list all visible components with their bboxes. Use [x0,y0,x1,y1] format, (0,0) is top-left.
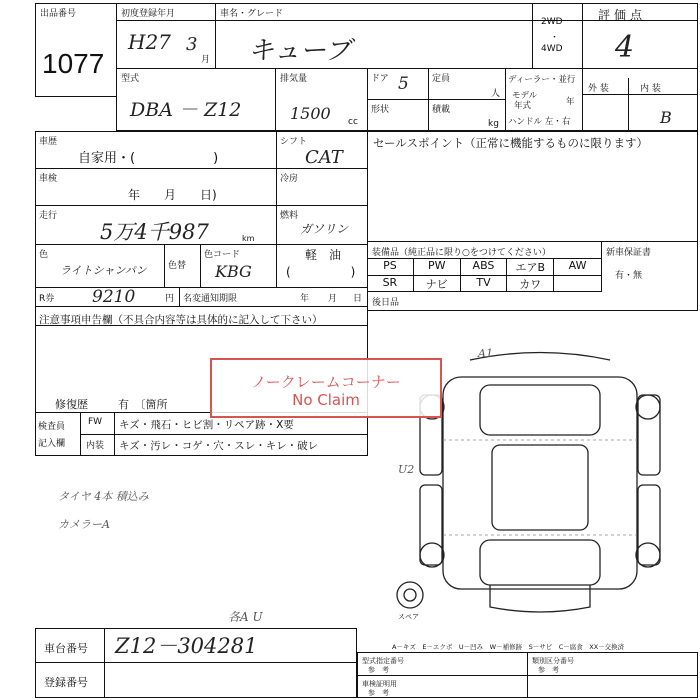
grade-label: 評価点 [598,8,647,22]
fuel-diesel: 軽 油 [305,248,342,262]
fw-value: キズ・飛石・ヒビ割・リペア跡・X要 [119,419,294,431]
vehicle-cert-label: 車検証明用 [362,680,397,688]
memo-line2: カメラーA [58,518,110,531]
color-code-value: KBG [215,262,252,281]
repair-value: 有 〔箇所 [118,398,168,411]
entry-label: 記入欄 [38,439,66,449]
reg-label: 登録番号 [44,676,88,689]
model-label: 型式 [121,74,140,84]
equipment-grid [367,258,601,292]
capacity-label: 定員 [432,74,451,84]
first-reg-month: 3 [186,34,198,55]
mileage-value: 5万4千987 [100,220,209,244]
dealer-label: ディーラー・並行 [508,75,576,85]
equipment-blank [554,276,601,292]
diagram-note-bottom: 各A U [228,610,263,624]
model-year-sub: 年式 [514,101,532,111]
history-label: 車歴 [39,137,58,147]
aircon-label: 冷房 [280,174,299,184]
chassis-value: Z12－304281 [115,634,258,658]
equipment-abs: ABS [461,259,508,276]
doors-label: ドア [371,74,389,84]
shape-label: 形状 [371,105,390,115]
color-label: 色 [39,250,49,260]
interior-grade-value: B [660,108,672,127]
lot-number: 1077 [42,48,105,79]
recycle-label: R券 [39,294,55,304]
lot-label: 出品番号 [40,9,77,19]
first-reg-label: 初度登録年月 [121,9,176,19]
inspector-label: 検査員 [38,422,66,432]
fuel-gas: ガソリン [300,222,349,236]
vehicle-cert-sub: 参 考 [368,689,389,697]
equipment-airbag: エアB [507,259,554,276]
after-label: 後日品 [372,298,400,308]
no-claim-stamp [210,358,442,418]
capacity-unit: 人 [491,89,501,99]
recycle-value: 9210 [92,287,136,307]
warranty-value: 有・無 [615,271,643,281]
interior-grade-label: 内 装 [640,84,661,94]
stamp-line2: No Claim [292,391,360,409]
first-reg-month-unit: 月 [201,55,211,65]
color-change-label: 色替 [168,261,187,271]
recycle-unit: 円 [165,294,175,304]
memo-line1: タイヤ 4本 積込み [58,490,149,503]
history-value: 自家用・( ) [78,151,219,166]
exterior-label: 外 装 [588,84,609,94]
name-change-month: 月 [328,294,338,304]
drive-dot: ・ [550,33,560,43]
equipment-label: 装備品（純正品に限り○をつけてください） [372,248,551,258]
name-change-year: 年 [300,294,310,304]
grade-value: 4 [615,30,635,65]
classification-label: 類別区分番号 [532,657,574,665]
first-reg-era: H27 [128,30,171,54]
type-designation-sub: 参 考 [368,666,389,674]
handle-label: ハンドル 左・右 [508,117,571,127]
drive-2wd: 2WD [541,17,563,27]
name-label: 車名・グレード [220,9,284,19]
repair-label: 修復歴 [55,398,88,411]
classification-sub: 参 考 [538,666,559,674]
fw-label: FW [88,417,103,427]
model-year-unit: 年 [566,97,575,107]
mileage-unit: km [242,234,255,243]
displacement-value: 1500 [290,104,331,123]
load-label: 積載 [432,105,451,115]
sales-point-label: セールスポイント（正常に機能するものに限ります） [373,136,648,150]
equipment-sr: SR [367,276,414,292]
model-year-label: モデル [512,91,538,101]
equipment-tv: TV [461,276,508,292]
spare-label: スペア [398,613,419,621]
interior-note-value: キズ・汚レ・コゲ・穴・スレ・キレ・破レ [119,440,319,452]
equipment-aw: AW [554,259,601,276]
type-designation-label: 型式指定番号 [362,657,404,665]
chassis-label: 車台番号 [44,642,88,655]
displacement-label: 排気量 [280,74,308,84]
fuel-label: 燃料 [280,211,299,221]
color-code-label: 色コード [204,250,241,260]
shift-value: CAT [305,147,343,168]
equipment-navi: ナビ [414,276,461,292]
shift-label: シフト [280,137,308,147]
name-change-label: 名変通知期限 [183,294,238,304]
fuel-paren: ( ) [286,265,356,279]
displacement-unit: cc [348,117,358,127]
name-change-day: 日 [353,294,363,304]
color-value: ライトシャンパン [60,264,147,277]
warranty-label: 新車保証書 [606,248,652,258]
load-unit: kg [488,119,499,129]
inspection-value: 年 月 日) [128,188,217,202]
name-value: キューブ [248,36,351,66]
notes-label: 注意事項申告欄（不具合内容等は具体的に記入して下さい） [39,314,323,326]
damage-legend: A－キズ E－エクボ U－凹み W－補修跡 S－サビ C－腐食 XX－交換済 [392,643,625,651]
inspection-label: 車検 [39,174,58,184]
drive-4wd: 4WD [541,44,563,54]
doors-value: 5 [398,74,409,94]
equipment-ps: PS [367,259,414,276]
model-value: DBA － Z12 [130,99,242,121]
equipment-pw: PW [414,259,461,276]
diagram-note-top: A1 [478,347,493,360]
diagram-note-side: U2 [398,463,415,476]
equipment-leather: カワ [507,276,554,292]
mileage-label: 走行 [39,211,58,221]
interior-note-label: 内装 [86,441,105,451]
stamp-line1: ノークレームコーナー [251,373,401,391]
